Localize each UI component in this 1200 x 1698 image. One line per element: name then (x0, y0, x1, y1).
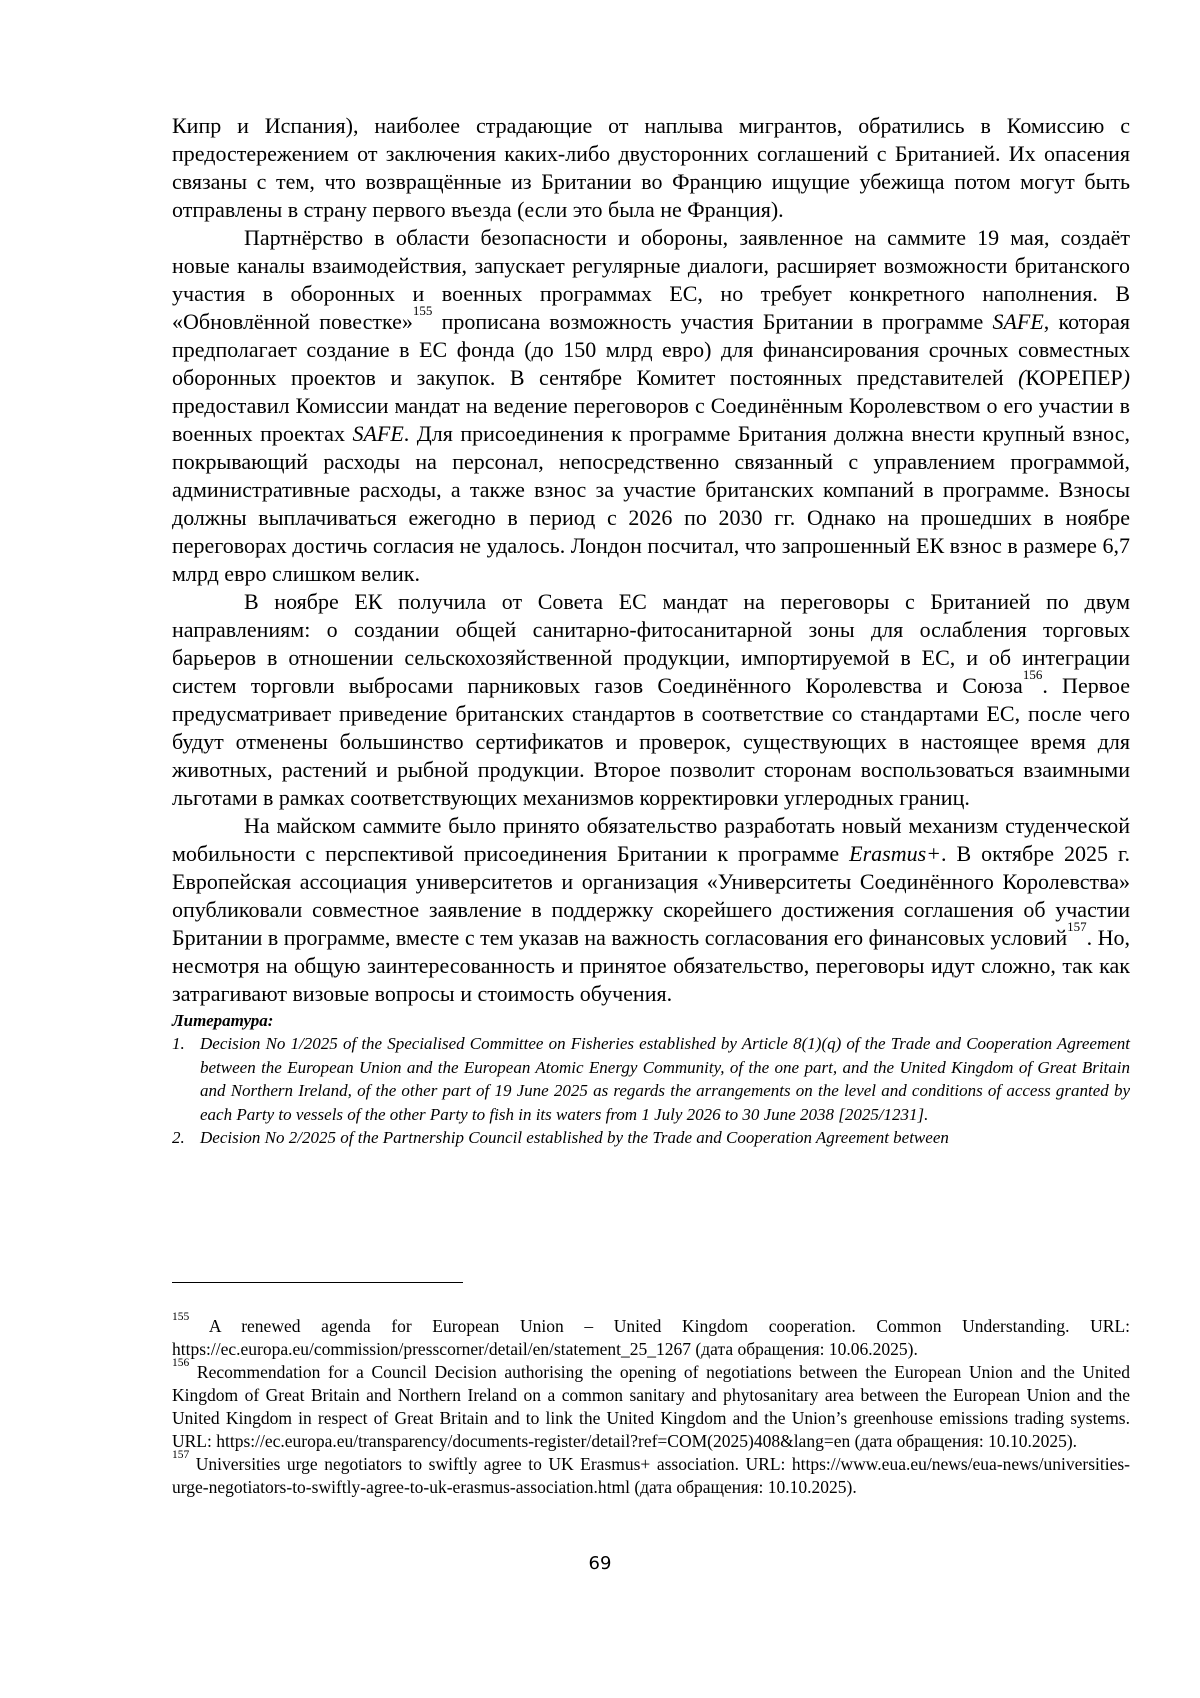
footnote-number: 155 (172, 1311, 190, 1323)
literature-list (172, 1032, 1130, 1150)
paragraph-1-text: Кипр и Испания), наиболее страдающие от наплыва мигрантов, обратились в Комиссию с предостережением от заключения каких-либо двусторонних соглашений с Британией. Их опасения связаны с тем, что возвращённые из Британии во Францию ищущие убежища потом могут быть отправлены в страну первого въезда (если это была не Франция). (172, 113, 1130, 222)
footnote-155 (172, 1311, 1130, 1361)
paragraph-3-text-b: . Первое предусматривает приведение британских стандартов в соответствие со стандартами ЕС, после чего будут отменены большинство сертификатов и проверок, существующих в настоящее время для животных, растений и рыбной продукции. Второе позволит сторонам воспользоваться взаимными льготами в рамках соответствующих механизмов корректировки углеродных границ. (172, 673, 1130, 810)
paragraph-2-text-c: , которая предполагает создание в ЕС фонда (до 150 млрд евро) для финансирования срочных совместных оборонных проектов и закупок. В сентябре Комитет постоянных представителей (172, 309, 1130, 390)
literature-item-number: 1. (172, 1034, 185, 1053)
footnote-number: 157 (172, 1449, 190, 1461)
paragraph-4 (172, 812, 1130, 1008)
footnote-ref-155[interactable]: 155 (412, 303, 433, 318)
literature-item (172, 1032, 1130, 1126)
footnote-separator (172, 1282, 463, 1283)
literature-heading: Литература: (172, 1011, 274, 1030)
paragraph-3 (172, 588, 1130, 812)
footnote-number: 156 (172, 1357, 190, 1369)
paragraph-4-text-b: . В октябре 2025 г. Европейская ассоциация университетов и организация «Университеты Соединённого Королевства» опубликовали совместное заявление в поддержку скорейшего достижения соглашения об участии Британии в программе, вместе с тем указав на важность согласования его финансовых условий (172, 841, 1131, 950)
paragraph-2 (172, 224, 1130, 588)
paragraph-2-text-e: . Для присоединения к программе Британия должна внести крупный взнос, покрывающий расходы на персонал, непосредственно связанный с управлением программой, административные расходы, а также взнос за участие британских компаний в программе. Взносы должны выплачиваться ежегодно в период с 2026 по 2030 гг. Однако на прошедших в ноябре переговорах достичь согласия не удалось. Лондон посчитал, что запрошенный ЕК взнос в размере 6,7 млрд евро слишком велик. (172, 421, 1130, 586)
paragraph-1 (172, 112, 1130, 224)
literature-item-text: Decision No 1/2025 of the Specialised Committee on Fisheries established by Article 8(1)(q) of the Trade and Cooperation Agreement between the European Union and the European Atomic Energy Community, of the one part, and the United Kingdom of Great Britain and Northern Ireland, of the other part of 19 June 2025 as regards the arrangements on the level and conditions of access granted by each Party to vessels of the other Party to fish in its waters from 1 July 2026 to 30 June 2038 [2025/1231]. (200, 1034, 1130, 1124)
page-number: 69 (588, 1553, 612, 1574)
paragraph-3-text-a: В ноябре ЕК получила от Совета ЕС мандат на переговоры с Британией по двум направлениям: о создании общей санитарно-фитосанитарной зоны для ослабления торговых барьеров в отношении сельскохозяйственной продукции, импортируемой в ЕС, и об интеграции систем торговли выбросами парниковых газов Соединённого Королевства и Союза (172, 589, 1130, 698)
literature-item-number: 2. (172, 1128, 185, 1147)
literature-item-text: Decision No 2/2025 of the Partnership Council established by the Trade and Cooperation Agreement between (200, 1128, 949, 1147)
paragraph-4-text-c: . Но, несмотря на общую заинтересованность и принятое обязательство, переговоры идут сложно, так как затрагивают визовые вопросы и стоимость обучения. (172, 925, 1130, 1006)
paren-close: ) (1122, 365, 1130, 390)
paren-open: ( (1018, 365, 1026, 390)
paragraph-2-text-a: Партнёрство в области безопасности и обороны, заявленное на саммите 19 мая, создаёт новые каналы взаимодействия, запускает регулярные диалоги, расширяет возможности британского участия в оборонных и военных программах ЕС, но требует конкретного наполнения. В «Обновлённой повестке» (172, 225, 1130, 334)
footnote-text: Universities urge negotiators to swiftly agree to UK Erasmus+ association. URL: https://www.eua.eu/news/eua-news/universities-urge-negotiators-to-swiftly-agree-to-uk-erasmus-association.html (дата обращения: 10.10.2025). (172, 1454, 1130, 1497)
footnote-157 (172, 1449, 1130, 1499)
paragraph-2-text-b: прописана возможность участия Британии в программе (432, 309, 993, 334)
korepar-abbr: КОРЕПЕР (1025, 365, 1123, 390)
paragraph-2-text-d: предоставил Комиссии мандат на ведение переговоров с Соединённым Королевством о его участии в военных проектах (172, 393, 1130, 446)
page-content (172, 112, 1130, 1150)
program-name-erasmus: Erasmus+ (849, 841, 942, 866)
footnote-156 (172, 1357, 1130, 1453)
program-name-safe-2: SAFE (352, 421, 404, 446)
footnotes-section (172, 1311, 1130, 1499)
paragraph-4-text-a: На майском саммите было принято обязательство разработать новый механизм студенческой мобильности с перспективой присоединения Британии к программе (172, 813, 1130, 866)
literature-item (172, 1126, 1130, 1150)
footnote-text: Recommendation for a Council Decision authorising the opening of negotiations between the European Union and the United Kingdom of Great Britain and Northern Ireland on a common sanitary and phytosanitary area between the European Union and the United Kingdom in respect of Great Britain and to link the United Kingdom and the Union’s greenhouse emissions trading systems. URL: https://ec.europa.eu/transparency/documents-register/detail?ref=COM(2025)408&lang=en (дата обращения: 10.10.2025). (172, 1362, 1130, 1451)
footnote-ref-156[interactable]: 156 (1022, 667, 1043, 682)
program-name-safe: SAFE (992, 309, 1044, 334)
main-text (172, 112, 1130, 1008)
footnote-text: A renewed agenda for European Union – United Kingdom cooperation. Common Understanding. URL: https://ec.europa.eu/commission/presscorner/detail/en/statement_25_1267 (дата обращения: 10.06.2025). (172, 1316, 1130, 1359)
footnote-ref-157[interactable]: 157 (1067, 919, 1087, 934)
